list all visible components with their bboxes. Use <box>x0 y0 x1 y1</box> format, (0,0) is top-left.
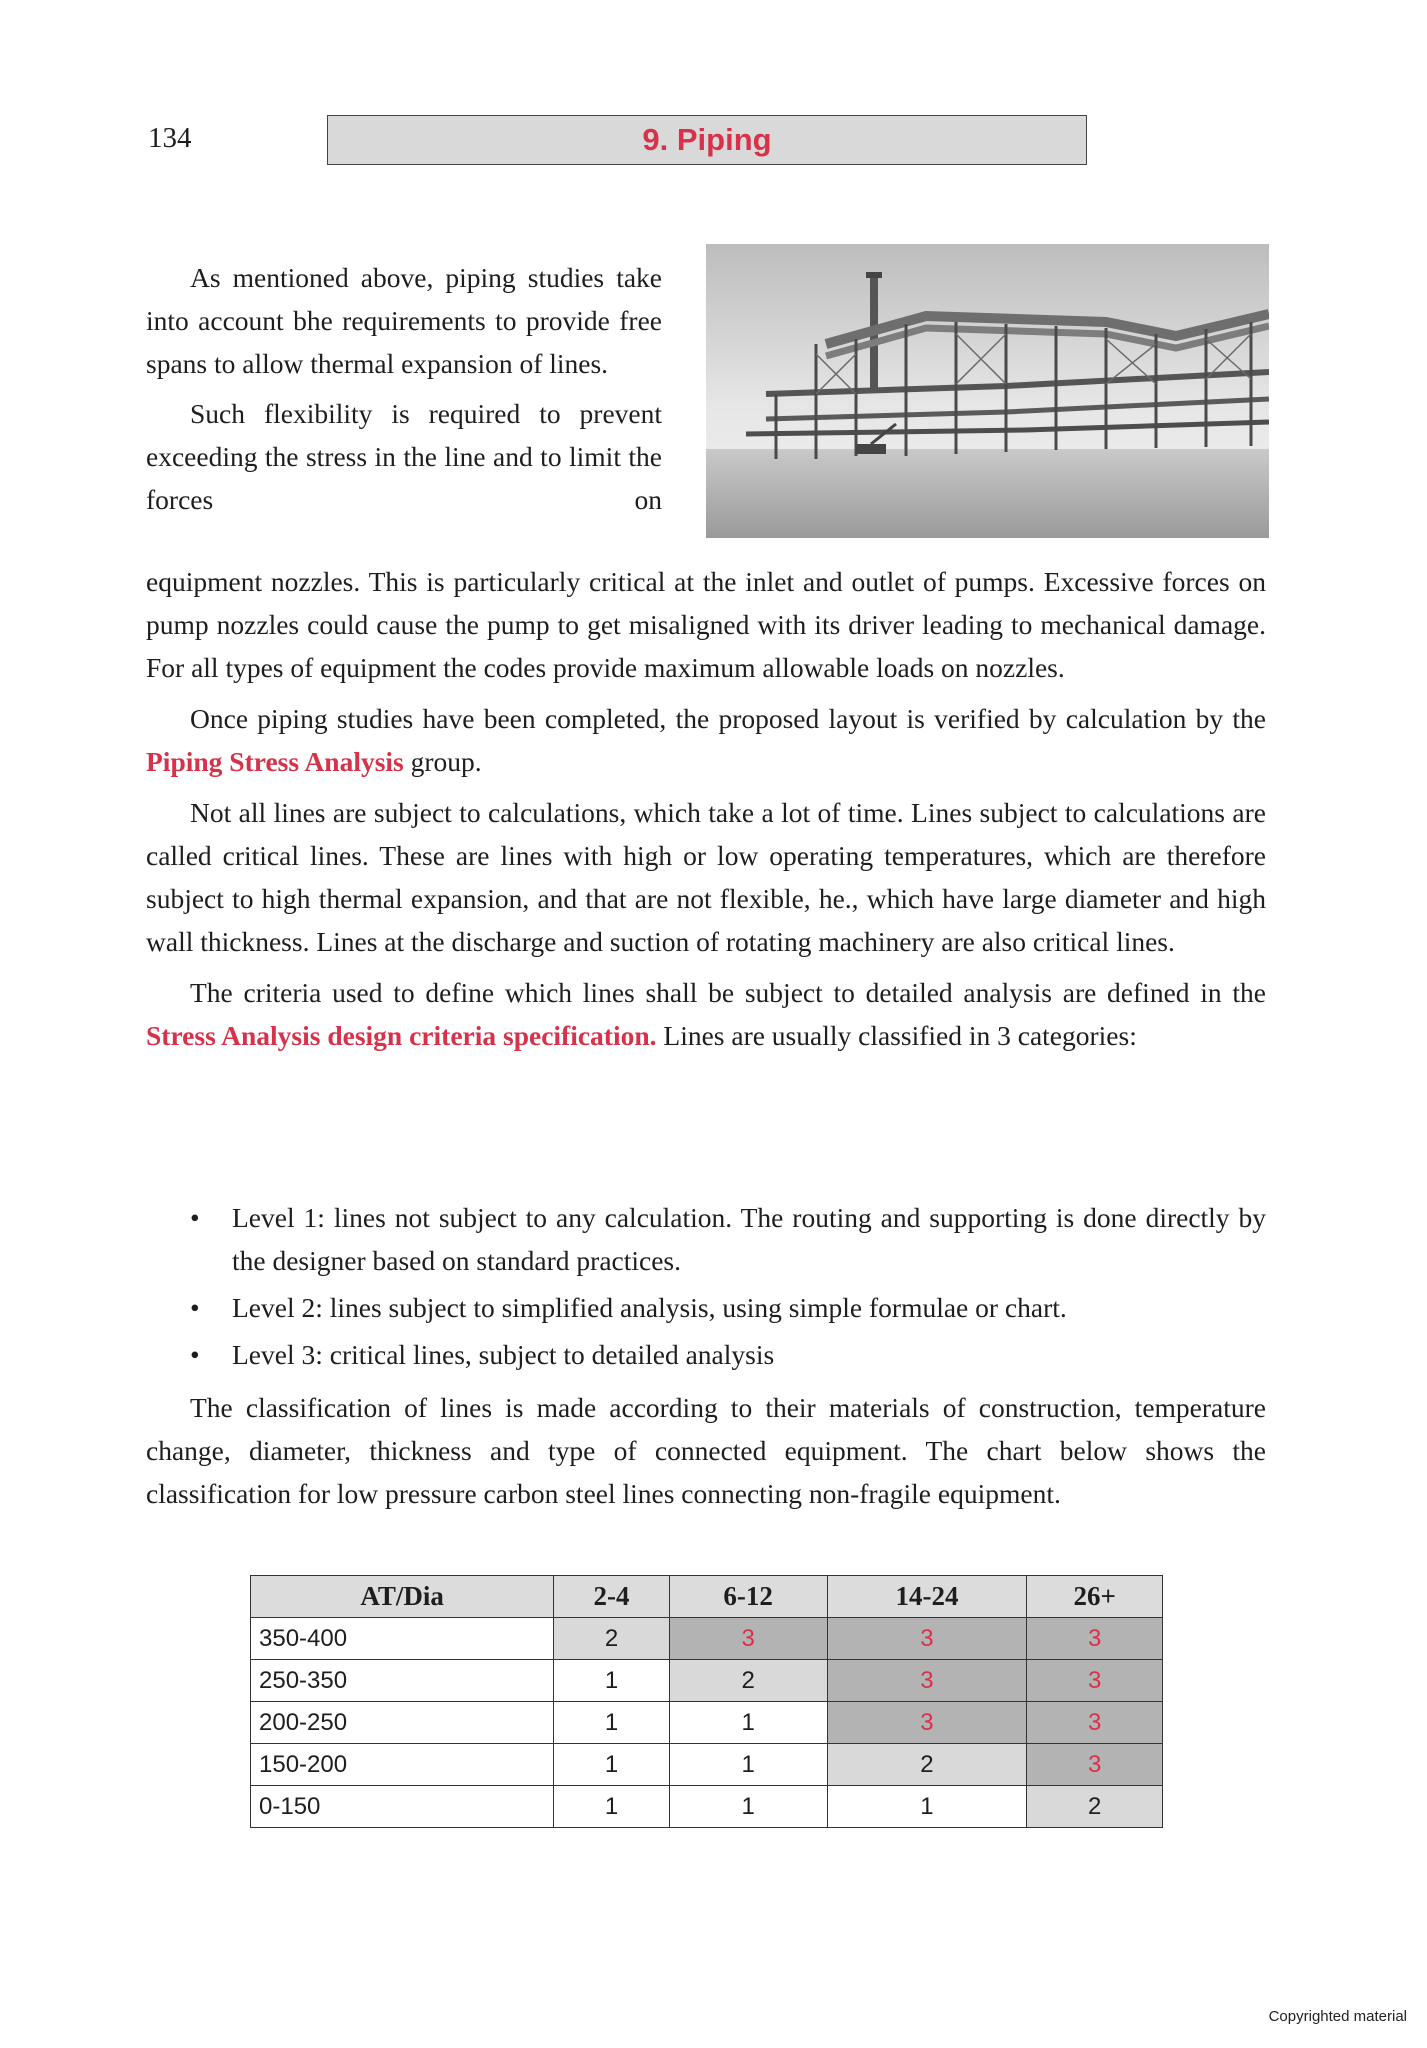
level-cell: 2 <box>554 1618 670 1660</box>
level-cell: 1 <box>554 1744 670 1786</box>
header-cell: 6-12 <box>669 1576 827 1618</box>
table-row <box>251 1702 1163 1744</box>
level-cell: 3 <box>1027 1660 1163 1702</box>
level-cell: 3 <box>669 1618 827 1660</box>
level-cell: 1 <box>669 1786 827 1828</box>
level-cell: 2 <box>1027 1786 1163 1828</box>
page-number: 134 <box>148 122 192 154</box>
level-cell: 1 <box>827 1786 1027 1828</box>
list-item: • Level 3: critical lines, subject to detailed analysis <box>190 1339 775 1370</box>
stress-analysis-spec-highlight: Stress Analysis design criteria specification. <box>146 1020 657 1051</box>
level-cell: 1 <box>669 1744 827 1786</box>
table-row <box>251 1618 1163 1660</box>
level-cell: 1 <box>554 1786 670 1828</box>
level-cell: 3 <box>827 1618 1027 1660</box>
line-classification-table <box>250 1575 1163 1828</box>
table-row <box>251 1744 1163 1786</box>
copyright-notice: Copyrighted material <box>1268 2008 1407 2025</box>
level-cell: 3 <box>1027 1618 1163 1660</box>
intro-column <box>146 256 662 521</box>
level-cell: 2 <box>669 1660 827 1702</box>
header-cell: 14-24 <box>827 1576 1027 1618</box>
level-list <box>146 1196 1266 1376</box>
paragraph-3: Once piping studies have been completed, the proposed layout is verified by calculation by the Piping Stress Analysis group. <box>146 703 1266 777</box>
header-cell: AT/Dia <box>251 1576 554 1618</box>
level-cell: 2 <box>827 1744 1027 1786</box>
row-label: 350-400 <box>251 1618 554 1660</box>
level-cell: 3 <box>1027 1744 1163 1786</box>
row-label: 250-350 <box>251 1660 554 1702</box>
level-cell: 1 <box>554 1702 670 1744</box>
level-cell: 1 <box>669 1702 827 1744</box>
paragraph-4: Not all lines are subject to calculations, which take a lot of time. Lines subject to calculations are called critical lines. These are lines with high or low operating temperatures, which are therefore subject to high thermal expansion, and that are not flexible, he., which have large diameter and high wall thickness. Lines at the discharge and suction of rotating machinery are also critical lines. <box>146 797 1266 957</box>
table-row <box>251 1660 1163 1702</box>
row-label: 0-150 <box>251 1786 554 1828</box>
level-cell: 3 <box>827 1702 1027 1744</box>
level-cell: 3 <box>827 1660 1027 1702</box>
classification-text <box>146 1386 1266 1515</box>
pipe-rack-photo <box>706 244 1269 538</box>
paragraph-1: As mentioned above, piping studies take into account bhe requirements to provide free spans to allow thermal expansion of lines. <box>146 262 662 379</box>
paragraph-2a: Such flexibility is required to prevent exceeding the stress in the line and to limit the forces on <box>146 398 662 515</box>
table-header-row <box>251 1576 1163 1618</box>
level-cell: 1 <box>554 1660 670 1702</box>
body-text <box>146 560 1266 1057</box>
level-cell: 3 <box>1027 1702 1163 1744</box>
header-cell: 2-4 <box>554 1576 670 1618</box>
paragraph-6: The classification of lines is made according to their materials of construction, temperature change, diameter, thickness and type of connected equipment. The chart below shows the classification for low pressure carbon steel lines connecting non-fragile equipment. <box>146 1392 1266 1509</box>
row-label: 150-200 <box>251 1744 554 1786</box>
paragraph-2b: equipment nozzles. This is particularly critical at the inlet and outlet of pumps. Excessive forces on pump nozzles could cause the pump to get misaligned with its driver leading to mechanical damage. For all types of equipment the codes provide maximum allowable loads on nozzles. <box>146 566 1266 683</box>
table-row <box>251 1786 1163 1828</box>
list-item: • Level 2: lines subject to simplified analysis, using simple formulae or chart. <box>190 1292 1067 1323</box>
row-label: 200-250 <box>251 1702 554 1744</box>
list-item: • Level 1: lines not subject to any calculation. The routing and supporting is done directly by the designer based on standard practices. <box>190 1202 1266 1276</box>
chapter-title: 9. Piping <box>327 115 1087 165</box>
piping-stress-analysis-highlight: Piping Stress Analysis <box>146 746 404 777</box>
header-cell: 26+ <box>1027 1576 1163 1618</box>
paragraph-5: The criteria used to define which lines shall be subject to detailed analysis are defined in the Stress Analysis design criteria specification. Lines are usually classified in 3 categories: <box>146 977 1266 1051</box>
